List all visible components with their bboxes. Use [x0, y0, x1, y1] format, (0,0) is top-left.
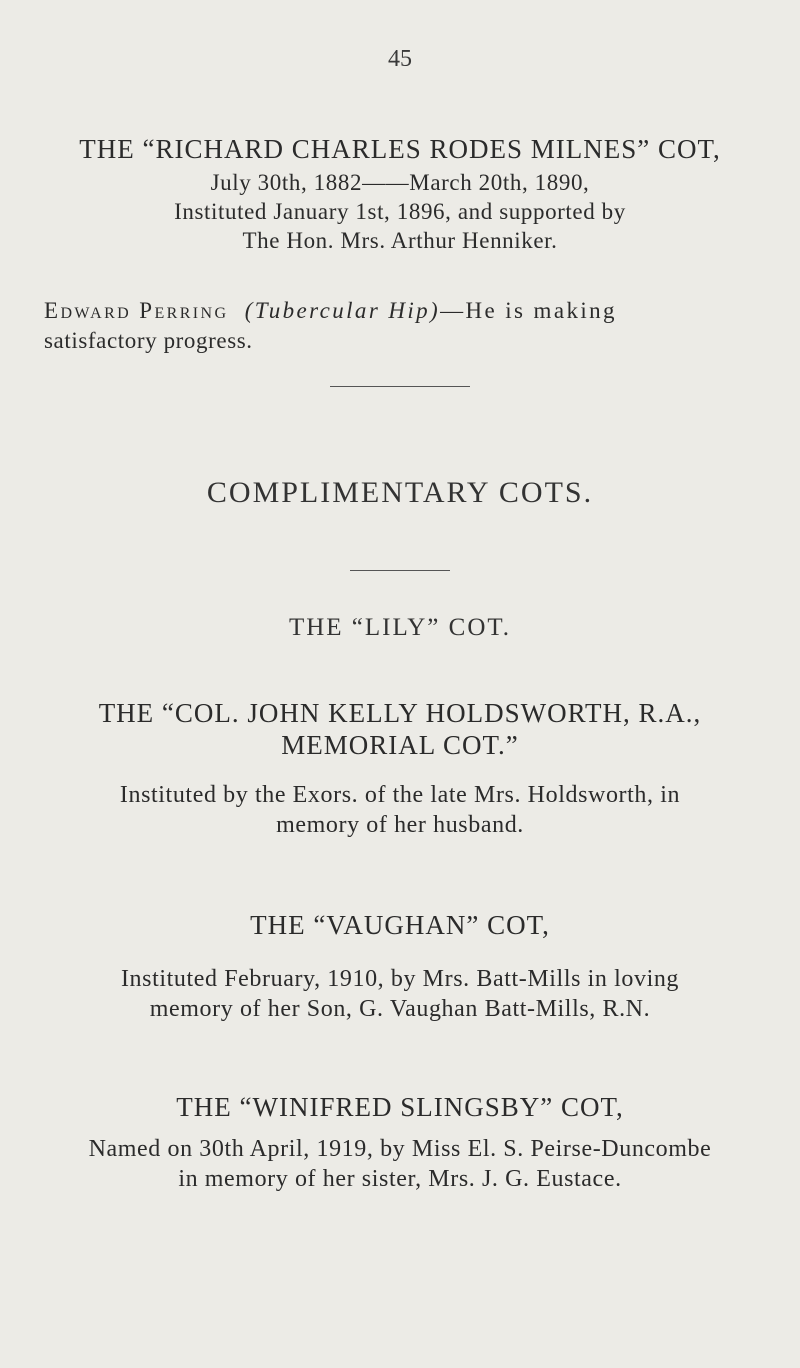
holdsworth-cot-heading-1: THE “COL. JOHN KELLY HOLDSWORTH, R.A., — [98, 698, 702, 728]
vaughan-cot-heading: THE “VAUGHAN” COT, — [250, 910, 550, 940]
vaughan-cot-text-2: memory of her Son, G. Vaughan Batt-Mills, R.N. — [149, 996, 651, 1022]
complimentary-cots-title: COMPLIMENTARY COTS. — [206, 476, 594, 509]
patient-status-end: satisfactory progress. — [44, 328, 253, 353]
page-number: 45 — [388, 46, 412, 72]
patient-status-start: —He is making — [440, 298, 617, 323]
section-divider — [330, 386, 470, 387]
milnes-cot-dates: July 30th, 1882——March 20th, 1890, — [210, 170, 590, 195]
milnes-cot-heading: THE “RICHARD CHARLES RODES MILNES” COT, — [79, 134, 721, 164]
slingsby-cot-heading: THE “WINIFRED SLINGSBY” COT, — [176, 1092, 624, 1122]
patient-entry-line-1 — [44, 298, 760, 324]
milnes-cot-instituted: Instituted January 1st, 1896, and supported by — [174, 199, 626, 224]
holdsworth-cot-text-1: Instituted by the Exors. of the late Mrs. Holdsworth, in — [119, 782, 681, 808]
slingsby-cot-text-1: Named on 30th April, 1919, by Miss El. S. Peirse-Duncombe — [88, 1136, 712, 1162]
milnes-cot-supporter: The Hon. Mrs. Arthur Henniker. — [242, 228, 558, 253]
holdsworth-cot-text-2: memory of her husband. — [276, 812, 524, 838]
vaughan-cot-text-1: Instituted February, 1910, by Mrs. Batt-Mills in loving — [120, 966, 680, 992]
lily-cot-heading: THE “LILY” COT. — [288, 614, 512, 641]
patient-condition: (Tubercular Hip) — [244, 298, 441, 323]
patient-name: Edward Perring — [44, 298, 229, 323]
title-divider — [350, 570, 450, 571]
holdsworth-cot-heading-2: MEMORIAL COT.” — [281, 730, 519, 760]
slingsby-cot-text-2: in memory of her sister, Mrs. J. G. Eustace. — [178, 1166, 622, 1192]
